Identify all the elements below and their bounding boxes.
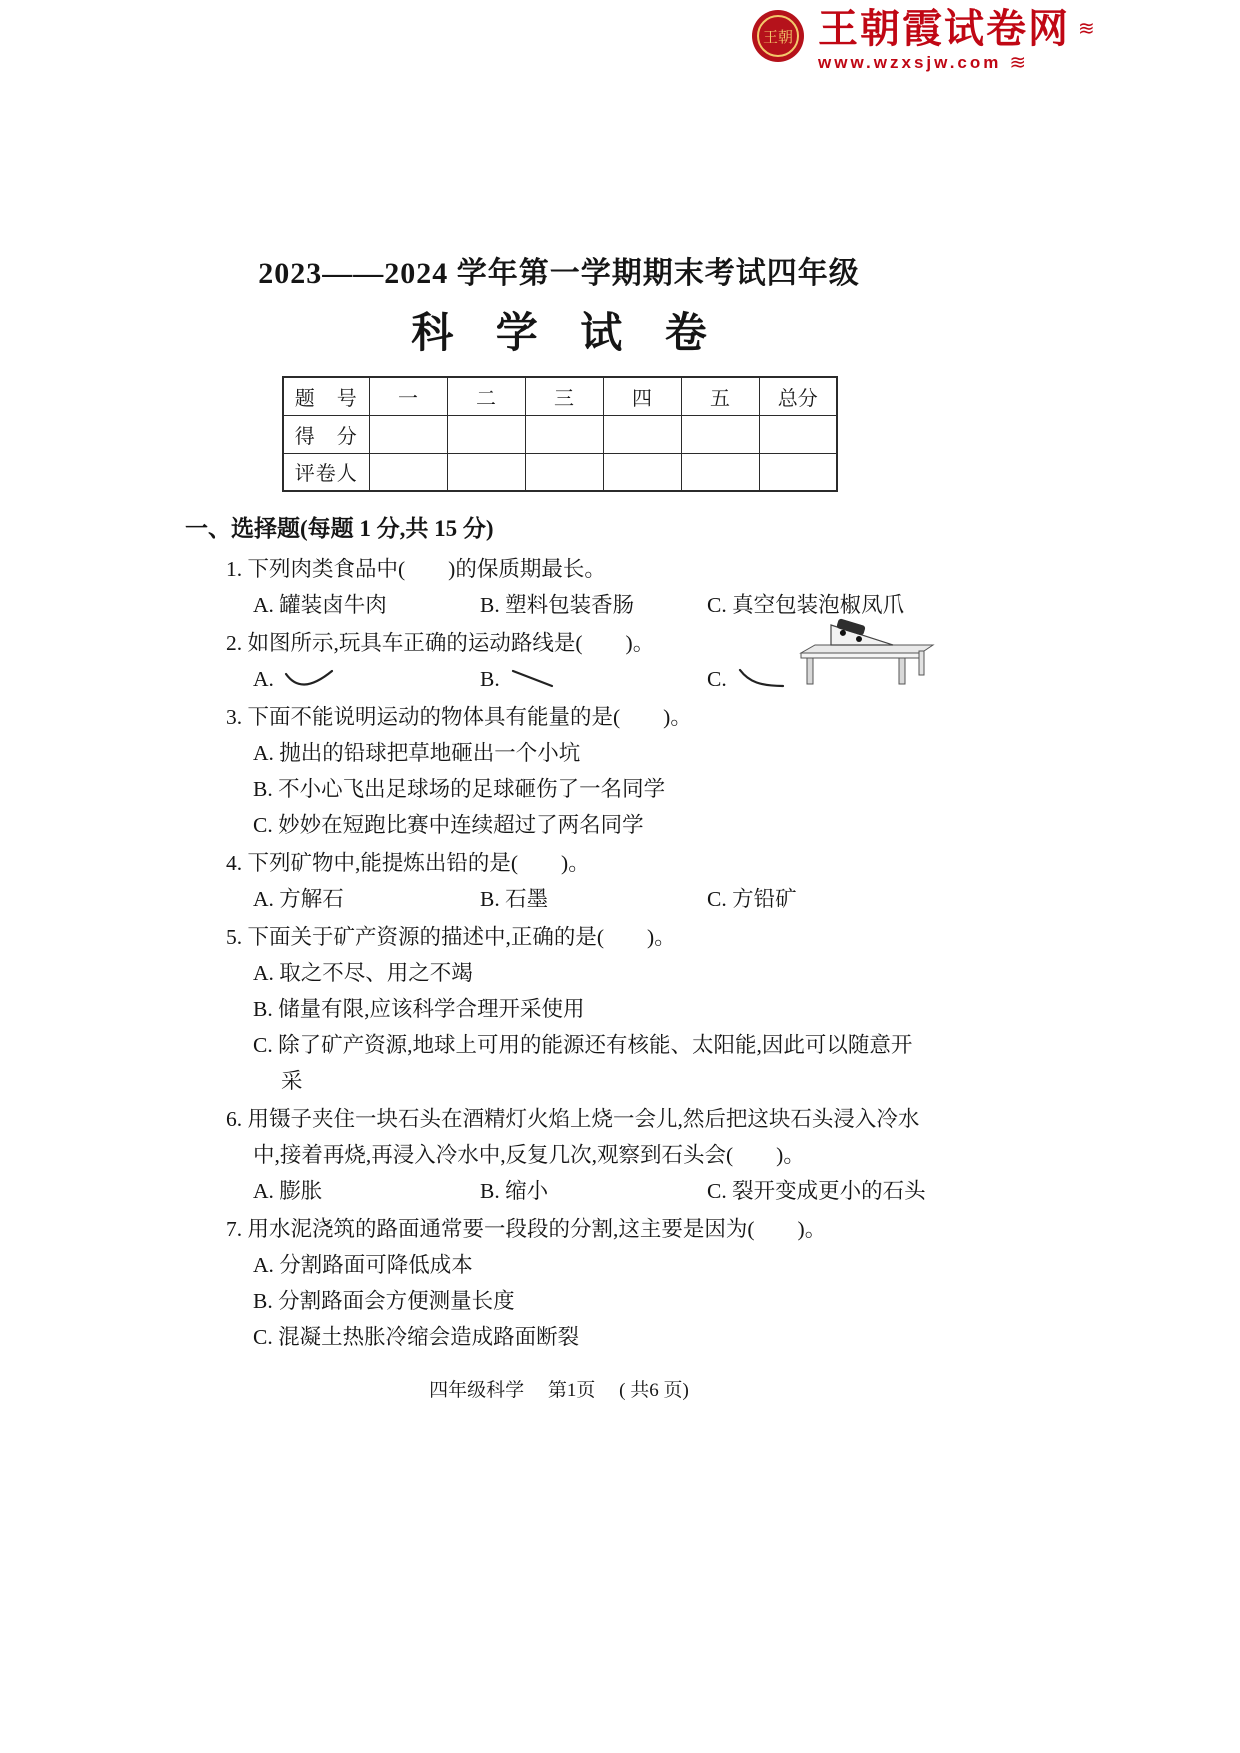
option-label: B. [480, 667, 500, 691]
option: C. 混凝土热胀冷缩会造成路面断裂 [253, 1325, 580, 1349]
brand-url: www.wzxsjw.com [818, 53, 1002, 72]
score-table-label: 评卷人 [283, 453, 369, 491]
wave-decoration-icon: ≋ [1078, 18, 1095, 40]
option [707, 1173, 926, 1209]
score-table-cell [525, 453, 603, 491]
score-table-label: 题 号 [283, 377, 369, 415]
svg-text:王朝: 王朝 [762, 30, 794, 46]
score-table-cell: 一 [369, 377, 447, 415]
question-stem: 4. 下列矿物中,能提炼出铅的是( )。 [226, 851, 590, 875]
score-table-cell [369, 453, 447, 491]
option-label: A. 罐装卤牛肉 [253, 593, 387, 617]
score-table-cell [447, 415, 525, 453]
question-2 [185, 625, 933, 697]
brand-name: 王朝霞试卷网 [818, 7, 1070, 51]
option-label: A. 方解石 [253, 887, 344, 911]
option [707, 661, 787, 697]
score-table-cell [603, 453, 681, 491]
exam-subtitle: 科 学 试 卷 [411, 311, 723, 357]
score-table-cell: 五 [681, 377, 759, 415]
option [253, 661, 480, 697]
question-3 [185, 699, 933, 843]
score-table-cell [681, 453, 759, 491]
option-label: A. [253, 667, 274, 691]
option: B. 分割路面会方便测量长度 [253, 1289, 515, 1313]
question-7 [185, 1211, 933, 1355]
route-straight-line-icon [510, 668, 556, 690]
option: C. 妙妙在短跑比赛中连续超过了两名同学 [253, 813, 644, 837]
question-1 [185, 551, 933, 623]
option [480, 661, 707, 697]
question-5 [185, 919, 933, 1099]
question-6 [185, 1101, 933, 1209]
score-table-cell [681, 415, 759, 453]
score-table-cell: 三 [525, 377, 603, 415]
score-table-cell [603, 415, 681, 453]
option-label: B. 缩小 [480, 1179, 549, 1203]
score-table-cell [759, 415, 837, 453]
question-stem: 5. 下面关于矿产资源的描述中,正确的是( )。 [226, 925, 676, 949]
question-stem: 3. 下面不能说明运动的物体具有能量的是( )。 [226, 705, 692, 729]
option: B. 储量有限,应该科学合理开采使用 [253, 997, 585, 1021]
option: A. 取之不尽、用之不竭 [253, 961, 473, 985]
toy-car-on-ramp-table-figure [793, 615, 945, 700]
route-valley-curve-icon [284, 666, 336, 692]
brand-logo [750, 8, 1095, 73]
option-label: C. [707, 667, 727, 691]
score-table-cell: 四 [603, 377, 681, 415]
route-decay-curve-icon [737, 667, 787, 691]
option-label: A. 膨胀 [253, 1179, 323, 1203]
score-table-cell [369, 415, 447, 453]
option-label: B. 塑料包装香肠 [480, 593, 635, 617]
score-table-row [283, 415, 837, 453]
section-heading: 一、选择题(每题 1 分,共 15 分) [185, 516, 494, 541]
option: C. 除了矿产资源,地球上可用的能源还有核能、太阳能,因此可以随意开采 [253, 1033, 913, 1093]
page-footer: 四年级科学 第1页 ( 共6 页) [429, 1380, 689, 1401]
score-table-cell [447, 453, 525, 491]
option [253, 1173, 480, 1209]
score-table-row [283, 453, 837, 491]
option-label: C. 真空包装泡椒凤爪 [707, 593, 905, 617]
wave-decoration-icon: ≋ [1009, 52, 1027, 74]
option: A. 分割路面可降低成本 [253, 1253, 473, 1277]
question-stem: 7. 用水泥浇筑的路面通常要一段段的分割,这主要是因为( )。 [226, 1217, 827, 1241]
score-table-cell: 总分 [759, 377, 837, 415]
option [480, 881, 707, 917]
score-table-row [283, 377, 837, 415]
score-table-cell [525, 415, 603, 453]
brand-text [818, 8, 1095, 73]
option [253, 587, 480, 623]
score-table-label: 得 分 [283, 415, 369, 453]
exam-content [185, 248, 933, 1402]
question-stem: 6. 用镊子夹住一块石头在酒精灯火焰上烧一会儿,然后把这块石头浸入冷水中,接着再烧,再浸入冷水中,反复几次,观察到石头会( )。 [226, 1107, 920, 1167]
options-row [185, 1173, 933, 1209]
option: A. 抛出的铅球把草地砸出一个小坑 [253, 741, 581, 765]
question-stem: 2. 如图所示,玩具车正确的运动路线是( )。 [226, 631, 655, 655]
question-list [185, 551, 933, 1355]
question-4 [185, 845, 933, 917]
option-label: B. 石墨 [480, 887, 549, 911]
option [707, 881, 797, 917]
option [253, 881, 480, 917]
score-table-body [283, 377, 837, 491]
options-row [185, 881, 933, 917]
option: B. 不小心飞出足球场的足球砸伤了一名同学 [253, 777, 666, 801]
option [480, 587, 707, 623]
score-table-cell [759, 453, 837, 491]
option-label: C. 裂开变成更小的石头 [707, 1179, 926, 1203]
score-table-cell: 二 [447, 377, 525, 415]
brand-seal-icon [750, 8, 806, 64]
exam-title: 2023——2024 学年第一学期期末考试四年级 [258, 257, 860, 290]
score-table [282, 376, 838, 492]
question-stem: 1. 下列肉类食品中( )的保质期最长。 [226, 557, 606, 581]
option [480, 1173, 707, 1209]
option-label: C. 方铅矿 [707, 887, 797, 911]
